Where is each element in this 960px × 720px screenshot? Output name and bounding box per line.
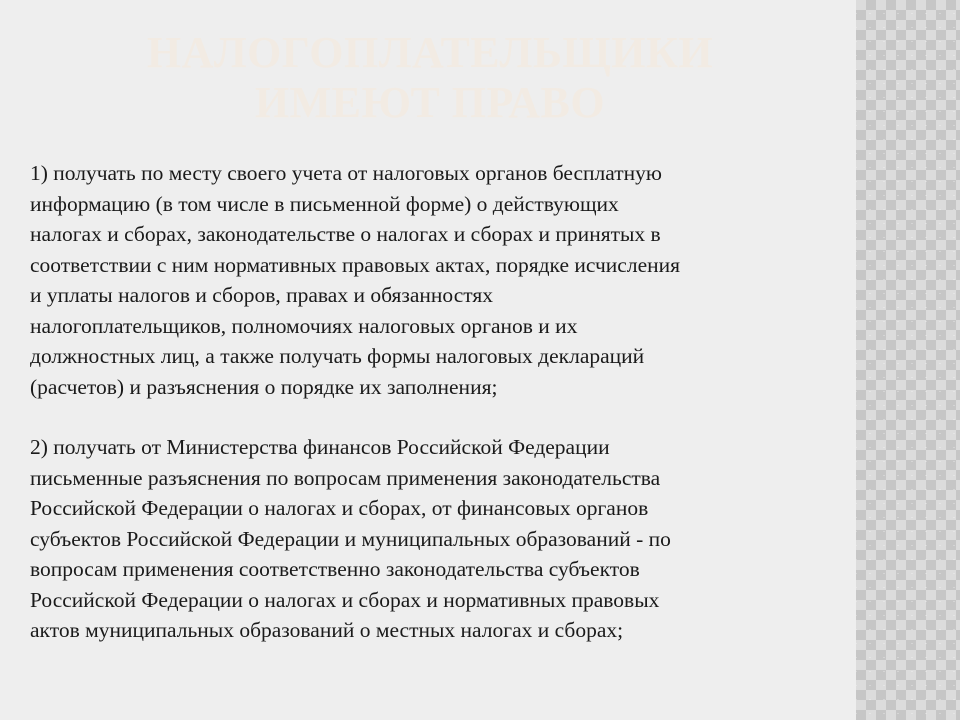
title-line-2: ИМЕЮТ ПРАВО bbox=[254, 78, 606, 127]
text-line: и уплаты налогов и сборов, правах и обязанностях bbox=[30, 283, 494, 307]
text-line: актов муниципальных образований о местных налогах и сборах; bbox=[30, 618, 624, 642]
text-line: Российской Федерации о налогах и сборах и нормативных правовых bbox=[30, 587, 660, 612]
text-line: 1) получать по месту своего учета от налоговых органов бесплатную bbox=[30, 161, 662, 185]
text-line: письменные разъяснения по вопросам применения законодательства bbox=[30, 465, 661, 490]
paragraph-1 bbox=[30, 158, 840, 402]
decorative-side-pattern bbox=[856, 0, 960, 720]
slide-title bbox=[60, 28, 800, 128]
text-line: должностных лиц, а также получать формы налоговых деклараций bbox=[30, 344, 645, 368]
text-line: соответствии с ним нормативных правовых актах, порядке исчисления bbox=[30, 252, 681, 277]
paragraph-2 bbox=[30, 432, 840, 646]
slide-body bbox=[30, 158, 840, 646]
text-line: вопросам применения соответственно законодательства субъектов bbox=[30, 557, 640, 581]
text-line: субъектов Российской Федерации и муниципальных образований - по bbox=[30, 526, 671, 551]
text-line: (расчетов) и разъяснения о порядке их заполнения; bbox=[30, 374, 498, 399]
text-line: налогах и сборах, законодательстве о налогах и сборах и принятых в bbox=[30, 222, 661, 246]
text-line: информацию (в том числе в письменной форме) о действующих bbox=[30, 191, 619, 216]
text-line: 2) получать от Министерства финансов Российской Федерации bbox=[30, 435, 610, 459]
text-line: Российской Федерации о налогах и сборах, от финансовых органов bbox=[30, 496, 649, 520]
text-line: налогоплательщиков, полномочиях налоговых органов и их bbox=[30, 313, 578, 338]
title-line-1: НАЛОГОПЛАТЕЛЬЩИКИ bbox=[146, 28, 714, 77]
